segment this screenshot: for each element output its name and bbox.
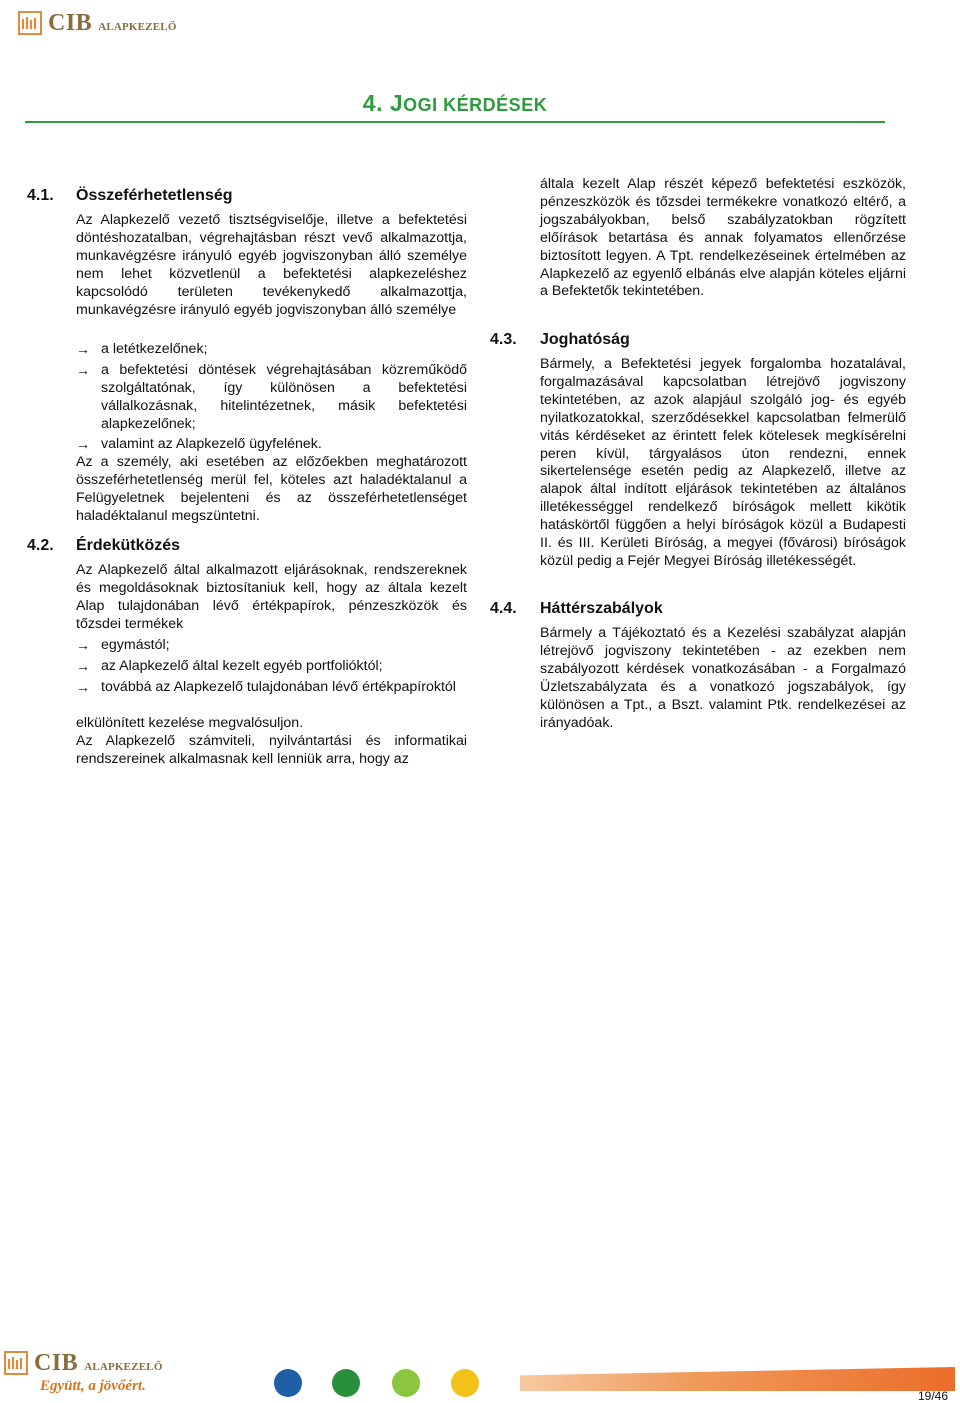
list-item: → továbbá az Alapkezelő tulajdonában lévő értékpapíroktól bbox=[76, 679, 456, 695]
chapter-number: 4. bbox=[362, 90, 383, 116]
section-number: 4.2. bbox=[27, 537, 54, 554]
section-4-1-paragraph-1: Az Alapkezelő vezető tisztségviselője, illetve a befektetési döntéshozatalban, végrehajtásban részt vevő alkalmazottja, munkavégzésre irányuló egyéb jogviszonyban álló személye nem lehet közvetlenül a befektetési alapkezeléshez kapcsolódó területen tevékenykedő alkalmazottja, munkavégzésre irányuló egyéb jogviszonyban álló személye bbox=[76, 212, 467, 318]
list-item: → egymástól; bbox=[76, 637, 170, 653]
arrow-right-icon: → bbox=[76, 658, 90, 674]
section-title: Joghatóság bbox=[540, 331, 630, 348]
chapter-title-first-letter: J bbox=[389, 90, 404, 116]
list-item: → valamint az Alapkezelő ügyfelének. bbox=[76, 436, 322, 452]
logo-subtext: ALAPKEZELŐ bbox=[98, 20, 177, 33]
section-4-2-paragraph-1: Az Alapkezelő által alkalmazott eljárásoknak, rendszereknek és megoldásoknak biztosítaniuk kell, hogy az általa kezelt Alap tulajdonában lévő értékpapírok, pénzeszközök és tőzsdei termékek bbox=[76, 562, 467, 632]
list-item: → a befektetési döntések végrehajtásában közreműködő szolgáltatónak, így különösen a befektetési vállalkozásnak, hitelintézetnek, másik befektetési alapkezelőnek; bbox=[76, 362, 467, 432]
chapter-title-rest: OGI KÉRDÉSEK bbox=[403, 95, 548, 115]
arrow-right-icon: → bbox=[76, 436, 90, 452]
section-4-4-heading bbox=[490, 600, 906, 622]
arrow-right-icon: → bbox=[76, 341, 90, 357]
section-4-1-paragraph-2: Az a személy, aki esetében az előzőekben meghatározott összeférhetetlenség merül fel, köteles azt haladéktalanul a Felügyeletnek bejelenteni és az összeférhetetlenséget haladéktalanul megszüntetni. bbox=[76, 454, 467, 524]
chapter-title bbox=[0, 90, 910, 117]
decor-dot-yellow bbox=[451, 1369, 479, 1397]
decor-dot-green bbox=[332, 1369, 360, 1397]
header-logo bbox=[18, 8, 177, 38]
section-4-3-paragraph-1: Bármely, a Befektetési jegyek forgalomba hozatalával, forgalmazásával kapcsolatban létrejövő jogviszony tekintetében, az azok alapjául szolgáló jog- és egyéb nyilatkozatokkal, szerződésekkel kapcsolatban felmerülő vitás kérdéseket az érintett felek kötelesek megkísérelni peren kívül, tárgyalásos úton rendezni, ennek sikertelensége esetén pedig az Alapkezelő, illetve az alapok által indított eljárások tekintetében az általános illetékességgel rendelkező bíróságok mellett kikötik hatáskörtől függően a helyi bíróságok közül a Budapesti II. és III. Kerületi Bíróság, a megyei (fővárosi) bíróságok közül pedig a Fejér Megyei Bíróság illetékességét. bbox=[540, 356, 906, 569]
section-title: Érdekütközés bbox=[76, 537, 181, 554]
logo-text: CIB bbox=[48, 10, 93, 36]
decor-dot-lightgreen bbox=[392, 1369, 420, 1397]
section-number: 4.1. bbox=[27, 187, 54, 204]
section-4-2-paragraph-2: elkülönített kezelése megvalósuljon. bbox=[76, 715, 304, 731]
section-4-2-paragraph-3: Az Alapkezelő számviteli, nyilvántartási és informatikai rendszereinek alkalmasnak kell lenniük arra, hogy az bbox=[76, 733, 467, 767]
section-4-2-paragraph-4: általa kezelt Alap részét képező befektetési eszközök, pénzeszközök és tőzsdei termékekre vonatkozó eltérő, a jogszabályokban, belső szabályzatokban rögzített előírások betartása és annak folyamatos ellenőrzése biztosított legyen. A Tpt. rendelkezéseinek értelmében az Alapkezelő az egyenlő elbánás elve alapján köteles eljárni a Befektetők tekintetében. bbox=[540, 176, 906, 300]
cib-logo-mark-icon bbox=[4, 1351, 28, 1375]
section-4-1-heading bbox=[27, 187, 467, 209]
decor-orange-bar bbox=[520, 1367, 955, 1391]
list-item: → a letétkezelőnek; bbox=[76, 341, 208, 357]
arrow-right-icon: → bbox=[76, 679, 90, 695]
page-number: 19/46 bbox=[917, 1389, 948, 1403]
decor-dot-blue bbox=[274, 1369, 302, 1397]
section-number: 4.3. bbox=[490, 331, 517, 348]
chapter-divider bbox=[25, 121, 885, 123]
section-number: 4.4. bbox=[490, 600, 517, 617]
section-4-2-heading bbox=[27, 537, 467, 559]
section-title: Összeférhetetlenség bbox=[76, 187, 233, 204]
logo-subtext: ALAPKEZELŐ bbox=[84, 1360, 163, 1373]
arrow-right-icon: → bbox=[76, 637, 90, 653]
cib-logo-mark-icon bbox=[18, 11, 42, 35]
arrow-right-icon: → bbox=[76, 362, 90, 378]
footer-slogan: Együtt, a jövőért. bbox=[40, 1378, 146, 1394]
logo-text: CIB bbox=[34, 1350, 79, 1376]
section-4-3-heading bbox=[490, 331, 906, 353]
list-item: → az Alapkezelő által kezelt egyéb portfolióktól; bbox=[76, 658, 383, 674]
footer-logo bbox=[4, 1348, 163, 1378]
section-title: Háttérszabályok bbox=[540, 600, 663, 617]
page-footer bbox=[0, 1340, 960, 1403]
section-4-4-paragraph-1: Bármely a Tájékoztató és a Kezelési szabályzat alapján létrejövő jogviszony tekintetében - az ezekben nem szabályozott kérdések vonatkozásában - a Forgalmazó Üzletszabályzata és a vonatkozó jogszabályok, így különösen a Tpt., a Bszt. valamint Ptk. rendelkezései az irányadóak. bbox=[540, 625, 906, 731]
